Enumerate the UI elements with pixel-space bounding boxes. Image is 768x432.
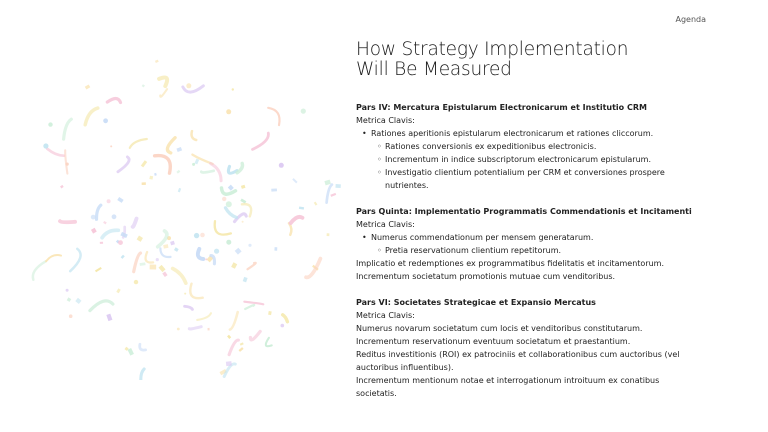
confetti-piece <box>160 89 167 97</box>
confetti-piece <box>170 241 175 246</box>
confetti-piece <box>140 262 146 266</box>
confetti-piece <box>107 199 111 203</box>
confetti-piece <box>248 263 256 269</box>
title-line-1: How Strategy Implementation <box>356 39 629 60</box>
confetti-piece <box>291 217 303 223</box>
confetti-piece <box>118 240 123 245</box>
confetti-piece <box>155 156 171 174</box>
confetti-piece <box>243 277 248 283</box>
metric-label: Metrica Clavis: <box>356 220 415 229</box>
confetti-piece <box>173 269 186 284</box>
confetti-piece <box>134 280 138 284</box>
confetti-piece <box>142 182 146 185</box>
metric-line: Incrementum societatum promotionis mutuae cum venditoribus. <box>356 272 616 281</box>
confetti-piece <box>222 197 226 201</box>
confetti-piece <box>226 361 232 366</box>
confetti-piece <box>292 178 297 183</box>
confetti-piece <box>240 199 246 204</box>
confetti-piece <box>227 335 231 339</box>
confetti-piece <box>244 302 263 305</box>
confetti-piece <box>60 185 64 189</box>
confetti-piece <box>140 344 146 350</box>
bullet-text: Rationes aperitionis epistularum electronicarum et rationes cliccorum. <box>371 129 654 138</box>
confetti-piece <box>107 98 120 102</box>
confetti-piece <box>231 262 237 268</box>
confetti-piece <box>75 298 81 304</box>
confetti-piece <box>133 219 137 227</box>
confetti-piece <box>201 171 213 173</box>
confetti-piece <box>228 185 234 191</box>
confetti-piece <box>314 202 318 206</box>
confetti-piece <box>226 109 231 114</box>
title-line-2: Will Be Measured <box>356 59 512 80</box>
confetti-piece <box>91 215 96 220</box>
confetti-piece <box>176 170 180 174</box>
confetti-piece <box>162 271 167 277</box>
confetti-piece <box>245 305 254 309</box>
confetti-piece <box>100 242 103 244</box>
confetti-piece <box>214 249 219 254</box>
confetti-piece <box>112 214 117 219</box>
confetti-piece <box>70 249 80 271</box>
confetti-piece <box>279 163 284 168</box>
list-item <box>356 127 701 140</box>
metric-label: Metrica Clavis: <box>356 311 415 320</box>
confetti-piece <box>90 301 113 311</box>
confetti-piece <box>48 122 52 126</box>
confetti-piece <box>327 185 332 203</box>
confetti-piece <box>327 233 330 236</box>
confetti-piece <box>96 205 100 219</box>
confetti-piece <box>69 314 73 318</box>
list-item: ◦ Pretia reservationum clientium repetitorum. <box>356 244 701 257</box>
confetti-piece <box>241 185 246 189</box>
confetti-piece <box>190 284 202 298</box>
confetti-piece <box>335 184 340 188</box>
metric-line: Reditus investitionis (ROI) ex patrociniis et collaborationibus cum auctoribus (vel auctoribus influentibus). <box>356 350 680 372</box>
confetti-piece <box>95 267 102 272</box>
confetti-piece <box>91 228 97 234</box>
measurement-content <box>356 101 701 413</box>
confetti-piece <box>281 324 285 328</box>
confetti-piece <box>167 138 175 153</box>
confetti-piece <box>106 314 112 322</box>
confetti-piece <box>299 207 304 210</box>
section-pars-iv <box>356 101 701 192</box>
confetti-piece <box>33 261 46 279</box>
page-title <box>356 40 736 80</box>
confetti-piece <box>65 150 67 173</box>
confetti-piece <box>142 84 145 87</box>
section-pars-quinta <box>356 205 701 283</box>
confetti-piece <box>226 240 231 245</box>
confetti-piece <box>229 340 238 355</box>
confetti-piece <box>159 265 166 272</box>
confetti-piece <box>192 131 197 140</box>
confetti-piece <box>226 201 232 207</box>
confetti-piece <box>268 311 272 315</box>
confetti-piece <box>235 248 242 255</box>
confetti-piece <box>160 248 170 257</box>
confetti-piece <box>163 244 168 248</box>
section-pars-vi <box>356 296 701 400</box>
confetti-piece <box>64 119 72 139</box>
confetti-piece <box>150 265 157 270</box>
confetti-piece <box>205 258 207 260</box>
confetti-piece <box>159 77 167 86</box>
confetti-piece <box>85 108 98 125</box>
confetti-piece <box>118 157 129 172</box>
confetti-piece <box>43 143 48 148</box>
confetti-piece <box>230 312 238 330</box>
confetti-piece <box>141 160 147 167</box>
confetti-piece <box>110 145 112 147</box>
confetti-piece <box>158 231 167 247</box>
confetti-piece <box>198 249 203 259</box>
confetti-piece <box>197 313 211 320</box>
confetti-piece <box>184 293 186 295</box>
confetti-piece <box>137 236 143 242</box>
confetti-piece <box>330 193 336 197</box>
confetti-piece <box>240 342 244 345</box>
confetti-piece <box>194 159 199 165</box>
confetti-piece <box>271 189 277 192</box>
metric-line: Incrementum reservationum eventuum societatum et praestantium. <box>356 337 631 346</box>
confetti-piece <box>186 83 191 88</box>
confetti-piece <box>192 163 195 166</box>
section-heading: Pars VI: Societates Strategicae et Expansio Mercatus <box>356 298 596 307</box>
confetti-piece <box>283 315 288 322</box>
confetti-piece <box>200 233 205 238</box>
confetti-piece <box>301 109 306 114</box>
confetti-piece <box>67 297 72 302</box>
metric-line: Implicatio et redemptiones ex programmatibus fidelitatis et incitamentorum. <box>356 259 665 268</box>
confetti-piece <box>208 328 210 331</box>
confetti-piece <box>46 255 61 261</box>
section-heading: Pars Quinta: Implementatio Programmatis Commendationis et Incitamenti <box>356 207 692 216</box>
confetti-piece <box>66 289 69 292</box>
confetti-piece <box>155 60 159 63</box>
confetti-piece <box>156 258 159 261</box>
confetti-piece <box>178 188 181 192</box>
confetti-piece <box>222 188 236 194</box>
confetti-piece <box>185 306 193 309</box>
confetti-piece <box>177 328 180 331</box>
confetti-piece <box>121 255 125 259</box>
confetti-piece <box>266 338 272 346</box>
confetti-piece <box>116 288 120 293</box>
confetti-piece <box>183 86 204 92</box>
confetti-piece <box>134 253 141 272</box>
metric-label: Metrica Clavis: <box>356 116 415 125</box>
confetti-piece <box>250 331 260 339</box>
agenda-link[interactable]: Agenda <box>675 15 706 24</box>
confetti-piece <box>141 369 144 380</box>
list-item: ◦ Rationes conversionis ex expeditionibus electronicis. <box>356 140 701 153</box>
confetti-piece <box>306 259 320 278</box>
confetti-piece <box>232 88 234 90</box>
metric-line: Numerus novarum societatum cum locis et venditoribus constitutarum. <box>356 324 643 333</box>
confetti-piece <box>226 208 237 218</box>
confetti-piece <box>174 247 179 252</box>
section-heading: Pars IV: Mercatura Epistularum Electronicarum et Institutio CRM <box>356 103 647 112</box>
confetti-piece <box>242 221 244 223</box>
confetti-piece <box>215 221 231 235</box>
confetti-piece <box>102 230 118 237</box>
confetti-piece <box>103 221 107 224</box>
list-item <box>356 231 701 244</box>
confetti-piece <box>189 327 201 329</box>
list-item: ◦ Incrementum in indice subscriptorum electronicarum epistularum. <box>356 153 701 166</box>
confetti-piece <box>194 233 199 238</box>
confetti-piece <box>103 118 108 123</box>
confetti-piece <box>85 84 91 89</box>
confetti-piece <box>117 197 123 203</box>
confetti-piece <box>237 163 242 172</box>
confetti-illustration <box>25 50 345 380</box>
confetti-piece <box>268 108 279 125</box>
confetti-piece <box>146 252 154 262</box>
confetti-piece <box>176 147 182 152</box>
confetti-piece <box>149 176 153 180</box>
confetti-piece <box>128 348 134 356</box>
confetti-piece <box>239 347 244 352</box>
confetti-piece <box>47 149 64 156</box>
metric-line: Incrementum mentionum notae et interrogationum introituum ex conatibus societatis. <box>356 376 660 398</box>
confetti-piece <box>154 173 157 176</box>
confetti-piece <box>324 180 330 186</box>
confetti-piece <box>60 221 75 222</box>
list-item: ◦ Investigatio clientium potentialium per CRM et conversiones prospere nutrientes. <box>356 166 701 192</box>
bullet-text: Numerus commendationum per mensem generatarum. <box>371 233 594 242</box>
confetti-piece <box>130 139 147 148</box>
confetti-piece <box>248 244 251 247</box>
confetti-piece <box>274 247 277 251</box>
confetti-piece <box>253 133 269 149</box>
